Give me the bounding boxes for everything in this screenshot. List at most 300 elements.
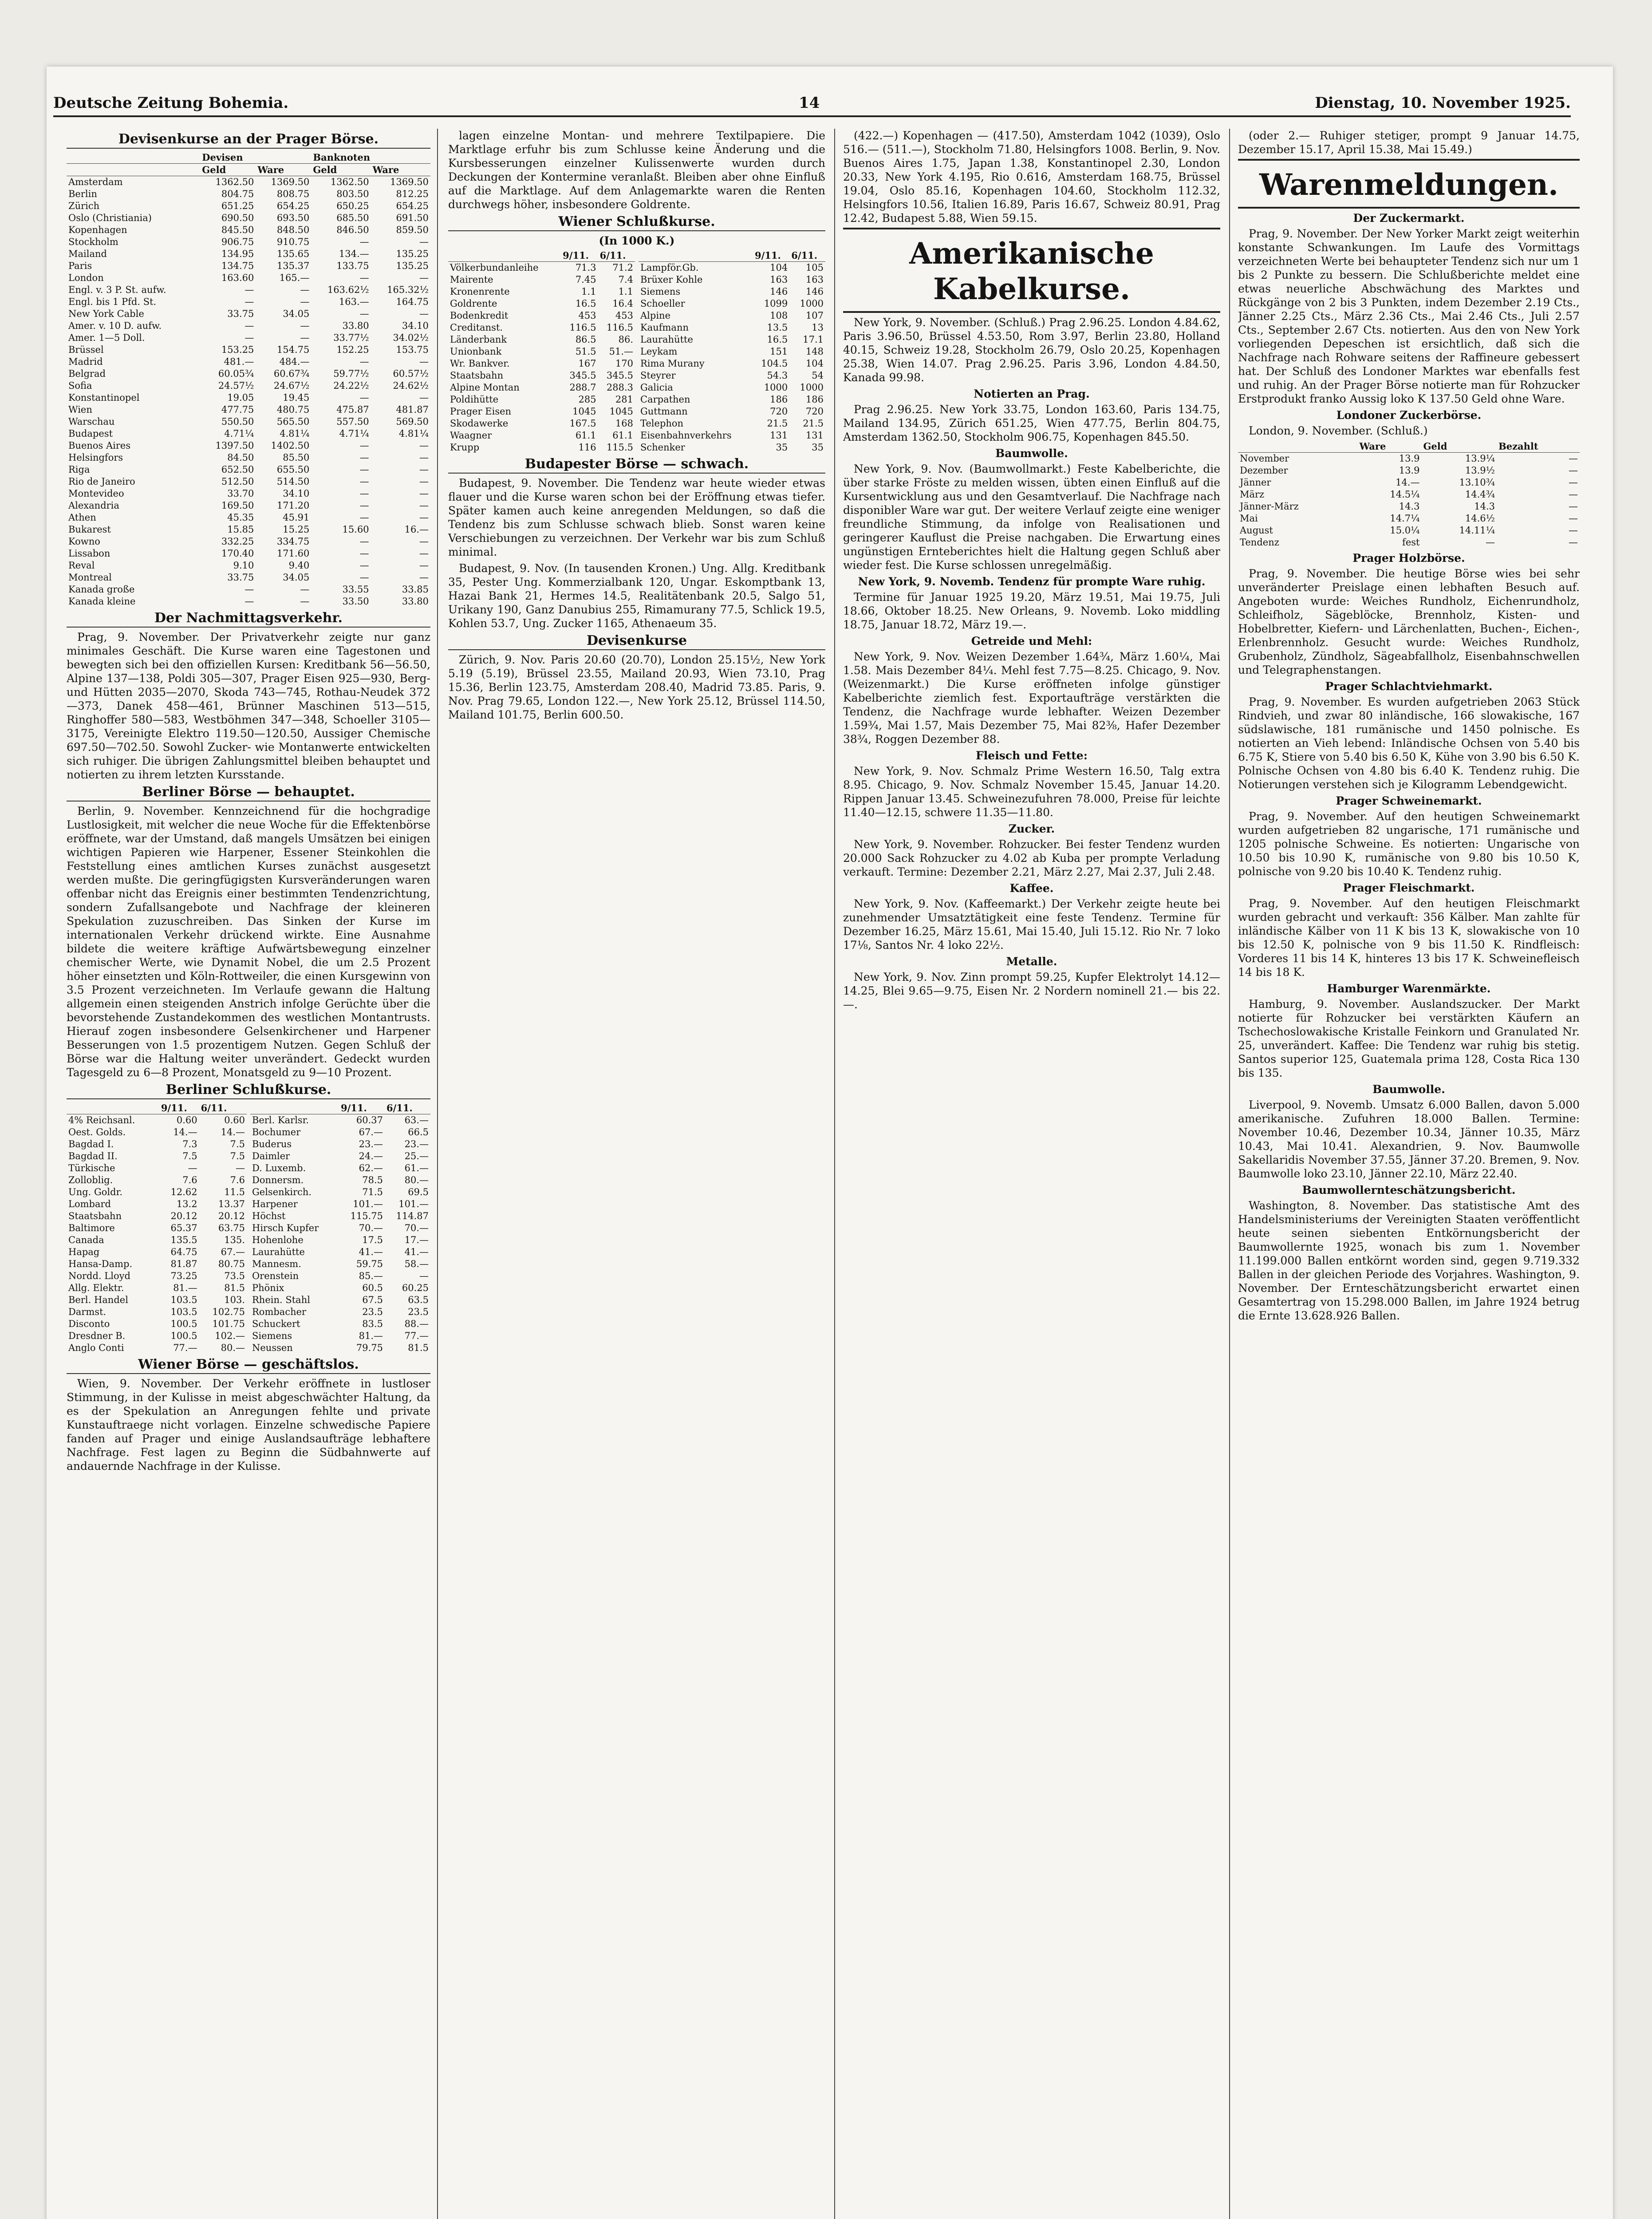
table-cell: 153.75 bbox=[396, 344, 429, 355]
table-cell: 1.1 bbox=[618, 286, 633, 297]
table-cell: 1099 bbox=[764, 298, 788, 309]
table-cell: 135.25 bbox=[396, 261, 429, 271]
table-row bbox=[639, 406, 825, 418]
table-cell: — bbox=[359, 476, 369, 487]
table-row bbox=[67, 1258, 247, 1270]
table-cell: — bbox=[300, 584, 310, 595]
table-cell: 101.— bbox=[353, 1199, 383, 1209]
table-cell: 80.— bbox=[404, 1175, 429, 1185]
table-row bbox=[67, 1114, 247, 1127]
article-text: New York, 9. Nov. Zinn prompt 59.25, Kupfer Elektrolyt 14.12—14.25, Blei 9.65—9.75, Eisen Nr. 2 Nordern nominell 21.— bis 22.—. bbox=[843, 971, 1220, 1011]
table-cell: — bbox=[419, 356, 429, 367]
row-label: Rhein. Stahl bbox=[252, 1295, 310, 1305]
column-header: Geld bbox=[1421, 440, 1497, 453]
table-cell: — bbox=[359, 548, 369, 559]
row-label: Orenstein bbox=[252, 1271, 299, 1281]
table-cell: 34.10 bbox=[283, 488, 310, 499]
article-text: Budapest, 9. Nov. (In tausenden Kronen.) Ung. Allg. Kreditbank 35, Pester Ung. Kommerzialbank 120, Ungar. Eskomptbank 13, Hazai Bank 21, Hermes 14.5, Realitätenbank 20.5, Salgo 51, Urikany 190, Ganz Danubius 255, Rimamurany 77.5, Schlick 19.5, Kohlen 53.7, Ung. Zucker 1165, Athenaeum 35. bbox=[448, 562, 825, 630]
table-row bbox=[1238, 489, 1580, 501]
row-label: Bagdad II. bbox=[68, 1151, 118, 1161]
table-cell: 69.5 bbox=[408, 1187, 429, 1197]
table-cell: — bbox=[359, 452, 369, 463]
table-row bbox=[639, 274, 825, 286]
table-row bbox=[67, 356, 430, 368]
table-row bbox=[250, 1318, 430, 1330]
column-header: 6/11. bbox=[598, 249, 635, 262]
table-cell: 83.5 bbox=[362, 1319, 383, 1329]
table-cell: 152.25 bbox=[336, 344, 369, 355]
table-cell: 65.37 bbox=[170, 1223, 197, 1233]
table-cell: 345.5 bbox=[606, 370, 633, 381]
column-header bbox=[67, 164, 200, 176]
table-cell: 102.— bbox=[215, 1331, 245, 1341]
column-group-header: Banknoten bbox=[311, 151, 430, 164]
table-cell: 13.2 bbox=[176, 1199, 197, 1209]
table-row bbox=[1238, 465, 1580, 477]
table-cell: 20.12 bbox=[218, 1211, 245, 1221]
table-row bbox=[250, 1282, 430, 1294]
row-label: Alpine bbox=[640, 310, 670, 321]
article-text: New York, 9. Nov. Schmalz Prime Western 16.50, Talg extra 8.95. Chicago, 9. Nov. Schmalz November 15.45, Januar 14.20. Rippen Januar 13.45. Schweinezufuhren 78.000, Preise für leichte 11.40—12.15, schwere 11.35—11.80. bbox=[843, 765, 1220, 819]
column-header: 9/11. bbox=[159, 1102, 199, 1114]
column-header: 6/11. bbox=[199, 1102, 247, 1114]
table-cell: 165.— bbox=[279, 272, 310, 283]
article-text: Prag, 9. November. Es wurden aufgetrieben 2063 Stück Rindvieh, und zwar 80 inländische, 166 slowakische, 167 südslawische, 181 rumänische und 1450 polnische. Es notierten an Vieh lebend: Inländische Ochsen von 5.40 bis 6.75 K, Stiere von 5.40 bis 6.50 K, Kühe von 3.90 bis 6.50 K. Polnische Ochsen von 4.80 bis 6.40 K. Tendenz ruhig. Die Notierungen verstehen sich je Kilogramm Lebendgewicht. bbox=[1238, 695, 1580, 791]
article-text: New York, 9. November. (Schluß.) Prag 2.96.25. London 4.84.62, Paris 3.96.50, Brüssel 4.53.50, Rom 3.97, Berlin 23.80, Holland 40.15, Schweiz 19.28, Stockholm 26.79, Oslo 20.25, Kopenhagen 25.38, Wien 14.07. Prag 2.96.25. Paris 3.96, London 4.84.50, Kanada 99.98. bbox=[843, 316, 1220, 384]
table-cell: 19.45 bbox=[283, 392, 310, 403]
table-cell: 13.9 bbox=[1399, 453, 1420, 464]
table-row bbox=[67, 1234, 247, 1246]
section-subheading: Hamburger Warenmärkte. bbox=[1327, 982, 1491, 995]
row-label: Dresdner B. bbox=[68, 1331, 126, 1341]
table-cell: — bbox=[359, 488, 369, 499]
table-cell: — bbox=[244, 296, 254, 307]
table-cell: 13.9 bbox=[1399, 465, 1420, 476]
table-cell: — bbox=[236, 1163, 245, 1173]
row-label: London bbox=[68, 272, 104, 283]
table-cell: 14.3 bbox=[1399, 501, 1420, 512]
table-row bbox=[67, 440, 430, 452]
table-cell: 1000 bbox=[800, 382, 824, 393]
table-row bbox=[639, 370, 825, 382]
article-text: Prag, 9. November. Auf den heutigen Fleischmarkt wurden gebracht und verkauft: 356 Kälber. Man zahlte für inländische Kälber von 11 K bis 13 K, slowakische von 10 bis 12.50 K, polnische von 9 bis 11.50 K. Rindfleisch: Vorderes 11 bis 14 K, hinteres 13 bis 17 K. Schweinefleisch 14 bis 18 K. bbox=[1238, 897, 1580, 979]
table-cell: 13.37 bbox=[218, 1199, 245, 1209]
table-cell: 480.75 bbox=[276, 404, 310, 415]
table-cell: 16.4 bbox=[612, 298, 633, 309]
column-header: 6/11. bbox=[789, 249, 825, 262]
table-cell: 16.— bbox=[404, 524, 429, 535]
table-cell: 167.5 bbox=[569, 418, 596, 429]
row-label: Guttmann bbox=[640, 406, 688, 417]
row-label: Berl. Handel bbox=[68, 1295, 128, 1305]
row-label: Staatsbahn bbox=[450, 370, 504, 381]
table-cell: 288.3 bbox=[606, 382, 633, 393]
berlin-close-table-right bbox=[250, 1102, 430, 1354]
table-cell: 78.5 bbox=[362, 1175, 383, 1185]
row-label: Poldihütte bbox=[450, 394, 499, 405]
column-4 bbox=[1238, 129, 1580, 2219]
table-cell: — bbox=[359, 356, 369, 367]
row-label: Carpathen bbox=[640, 394, 690, 405]
table-cell: 1362.50 bbox=[215, 177, 254, 187]
row-label: Galicia bbox=[640, 382, 673, 393]
table-row bbox=[67, 1294, 247, 1306]
table-cell: 33.70 bbox=[227, 488, 254, 499]
table-cell: — bbox=[300, 284, 310, 295]
table-cell: 153.25 bbox=[221, 344, 254, 355]
table-cell: 7.6 bbox=[230, 1175, 245, 1185]
table-row bbox=[639, 430, 825, 442]
table-row bbox=[448, 406, 635, 418]
table-row bbox=[250, 1198, 430, 1210]
article-text: New York, 9. Nov. (Baumwollmarkt.) Feste Kabelberichte, die über starke Fröste zu melden wissen, übten einen Einfluß auf die Kursentwicklung aus und den Gesamtverlauf. Die Nachfrage nach disponibler Ware war gut. Der weitere Verlauf zeigte eine weniger freundliche Stimmung, da infolge von Realisationen und geringerer Kauflust die Preise nachgaben. Die Erwartung eines ungünstigen Ernteberichtes hielt die Haltung gegen Schluß aber wieder fest. Die Kurse schlossen unregelmäßig. bbox=[843, 462, 1220, 572]
table-cell: 690.50 bbox=[221, 213, 254, 223]
row-label: Montreal bbox=[68, 572, 112, 583]
row-label: Buderus bbox=[252, 1139, 292, 1149]
table-cell: — bbox=[419, 440, 429, 451]
table-row bbox=[67, 296, 430, 308]
table-cell: 281 bbox=[615, 394, 633, 405]
table-row bbox=[448, 370, 635, 382]
row-label: Anglo Conti bbox=[68, 1342, 124, 1353]
table-cell: 103.5 bbox=[170, 1295, 197, 1305]
table-cell: 332.25 bbox=[221, 536, 254, 547]
table-cell: — bbox=[1569, 513, 1578, 524]
table-row bbox=[448, 322, 635, 334]
table-row bbox=[67, 1306, 247, 1318]
section-subheading: Prager Holzbörse. bbox=[1352, 552, 1465, 565]
table-cell: 720 bbox=[770, 406, 788, 417]
column-header bbox=[448, 249, 561, 262]
table-row bbox=[639, 322, 825, 334]
column-1 bbox=[67, 129, 430, 2219]
table-row bbox=[1238, 501, 1580, 513]
table-row bbox=[67, 1186, 247, 1198]
row-label: Alpine Montan bbox=[450, 382, 520, 393]
table-cell: — bbox=[419, 512, 429, 523]
table-cell: — bbox=[359, 237, 369, 247]
table-row bbox=[67, 368, 430, 380]
table-cell: 9.10 bbox=[233, 560, 254, 571]
table-row bbox=[639, 334, 825, 346]
table-row bbox=[67, 500, 430, 512]
table-row bbox=[639, 310, 825, 322]
table-cell: 171.60 bbox=[276, 548, 310, 559]
section-heading: Devisenkurse an der Prager Börse. bbox=[67, 132, 430, 149]
section-subheading: Baumwollernteschätzungsbericht. bbox=[1302, 1184, 1516, 1196]
row-label: Creditanst. bbox=[450, 322, 503, 333]
table-cell: 24.57½ bbox=[218, 380, 254, 391]
row-label: Donnersm. bbox=[252, 1175, 304, 1185]
table-row bbox=[250, 1126, 430, 1138]
table-cell: 846.50 bbox=[336, 225, 369, 235]
row-label: November bbox=[1240, 453, 1289, 464]
table-cell: 114.87 bbox=[396, 1211, 429, 1221]
table-cell: 1000 bbox=[800, 298, 824, 309]
table-cell: 13 bbox=[812, 322, 824, 333]
table-cell: — bbox=[359, 536, 369, 547]
table-cell: 15.85 bbox=[227, 524, 254, 535]
table-cell: — bbox=[359, 392, 369, 403]
table-cell: 14.5¼ bbox=[1390, 489, 1420, 500]
table-cell: 102.75 bbox=[212, 1307, 245, 1317]
table-row bbox=[250, 1258, 430, 1270]
table-cell: 514.50 bbox=[276, 476, 310, 487]
row-label: Hirsch Kupfer bbox=[252, 1223, 319, 1233]
row-label: Berlin bbox=[68, 189, 97, 199]
table-cell: — bbox=[300, 596, 310, 607]
column-3 bbox=[843, 129, 1220, 2219]
table-row bbox=[448, 334, 635, 346]
table-cell: — bbox=[244, 332, 254, 343]
article-text: (422.—) Kopenhagen — (417.50), Amsterdam 1042 (1039), Oslo 516.— (511.—), Stockholm 71.80, Helsingfors 1008. Berlin, 9. Nov. Buenos Aires 1.75, Japan 1.38, Konstantinopel 2.30, London 20.33, New York 4.195, Rio 0.616, Amsterdam 168.75, Brüssel 19.04, Oslo 85.16, Kopenhagen 104.60, Stockholm 112.32, Helsingfors 10.56, Italien 16.89, Paris 16.67, Schweiz 80.91, Prag 12.42, Budapest 5.88, Wien 59.15. bbox=[843, 129, 1220, 225]
table-cell: 33.77½ bbox=[333, 332, 369, 343]
table-cell: — bbox=[419, 536, 429, 547]
table-cell: 23.— bbox=[359, 1139, 383, 1149]
table-cell: — bbox=[419, 237, 429, 247]
section-subheading: Notierten an Prag. bbox=[974, 387, 1090, 400]
table-cell: 164.75 bbox=[396, 296, 429, 307]
berlin-close-table-left bbox=[67, 1102, 247, 1354]
table-cell: — bbox=[1569, 537, 1578, 548]
table-cell: 7.5 bbox=[230, 1139, 245, 1149]
table-cell: 16.5 bbox=[575, 298, 596, 309]
table-cell: 63.75 bbox=[218, 1223, 245, 1233]
row-label: Länderbank bbox=[450, 334, 507, 345]
table-cell: 14.6½ bbox=[1465, 513, 1495, 524]
table-cell: 63.— bbox=[404, 1115, 429, 1125]
table-cell: 60.37 bbox=[356, 1115, 383, 1125]
table-row bbox=[67, 344, 430, 356]
table-cell: 569.50 bbox=[396, 416, 429, 427]
table-cell: 1369.50 bbox=[271, 177, 310, 187]
column-rule bbox=[437, 129, 438, 2219]
row-label: Kanada kleine bbox=[68, 596, 136, 607]
table-cell: 481.87 bbox=[396, 404, 429, 415]
table-cell: 59.77½ bbox=[333, 368, 369, 379]
table-cell: — bbox=[419, 476, 429, 487]
section-subheading: Fleisch und Fette: bbox=[976, 749, 1088, 762]
table-cell: — bbox=[1569, 453, 1578, 464]
row-label: Laurahütte bbox=[640, 334, 693, 345]
table-row bbox=[67, 212, 430, 224]
table-cell: 67.5 bbox=[362, 1295, 383, 1305]
table-cell: 88.— bbox=[404, 1319, 429, 1329]
table-cell: 163.60 bbox=[221, 272, 254, 283]
table-cell: — bbox=[244, 284, 254, 295]
table-row bbox=[448, 394, 635, 406]
article-text: London, 9. November. (Schluß.) bbox=[1249, 424, 1428, 437]
table-cell: 41.— bbox=[359, 1247, 383, 1257]
table-cell: — bbox=[188, 1163, 197, 1173]
table-row bbox=[250, 1246, 430, 1258]
table-cell: 25.— bbox=[404, 1151, 429, 1161]
table-row bbox=[1238, 453, 1580, 465]
article-text: Hamburg, 9. November. Auslandszucker. Der Markt notierte für Rohzucker bei verstärkten Käufern an Tschechoslowakische Kristalle Feinkorn und Granulated Nr. 25, unverändert. Kaffee: Die Tendenz war ruhig bis stetig. Santos superior 125, Guatemala prima 128, Costa Rica 130 bis 135. bbox=[1238, 998, 1580, 1079]
row-label: Siemens bbox=[252, 1331, 292, 1341]
table-row bbox=[67, 1222, 247, 1234]
table-row bbox=[67, 248, 430, 260]
row-label: Siemens bbox=[640, 286, 681, 297]
row-label: Reval bbox=[68, 560, 95, 571]
table-cell: 33.75 bbox=[227, 572, 254, 583]
table-cell: 134.75 bbox=[221, 261, 254, 271]
table-row bbox=[67, 488, 430, 500]
major-heading: Amerikanische Kabelkurse. bbox=[909, 236, 1154, 306]
table-row bbox=[639, 346, 825, 358]
table-row bbox=[67, 452, 430, 464]
row-label: Zolloblig. bbox=[68, 1175, 113, 1185]
table-row bbox=[67, 284, 430, 296]
table-cell: 104.5 bbox=[761, 358, 788, 369]
table-cell: 17.— bbox=[404, 1235, 429, 1245]
column-header: Ware bbox=[371, 164, 430, 176]
table-cell: 70.— bbox=[359, 1223, 383, 1233]
table-row bbox=[67, 596, 430, 608]
table-row bbox=[250, 1222, 430, 1234]
table-cell: 845.50 bbox=[221, 225, 254, 235]
section-subheading: Zucker. bbox=[1008, 822, 1055, 835]
table-cell: 135.25 bbox=[396, 249, 429, 259]
table-cell: 86. bbox=[618, 334, 633, 345]
row-label: Madrid bbox=[68, 356, 103, 367]
row-label: Lampför.Gb. bbox=[640, 262, 699, 273]
table-row bbox=[67, 1330, 247, 1342]
table-row bbox=[448, 310, 635, 322]
table-cell: 61.1 bbox=[575, 430, 596, 441]
table-cell: 107 bbox=[805, 310, 824, 321]
article-text: lagen einzelne Montan- und mehrere Textilpapiere. Die Marktlage erfuhr bis zum Schlusse keine Änderung und die Kursbesserungen einzelner Kulissenwerte wurden durch Deckungen der Kontermine veranlaßt. Bleiben aber ohne Einfluß auf die Marktlage. Auf dem Anlagemarkte waren die Renten durchwegs höher, insbesondere Goldrente. bbox=[448, 129, 825, 211]
table-row bbox=[67, 416, 430, 428]
article-text: (oder 2.— Ruhiger stetiger, prompt 9 Januar 14.75, Dezember 15.17, April 15.38, Mai 15.49.) bbox=[1238, 129, 1580, 156]
row-label: Bochumer bbox=[252, 1127, 301, 1137]
table-row bbox=[448, 298, 635, 310]
table-cell: 0.60 bbox=[224, 1115, 245, 1125]
table-cell: 34.05 bbox=[283, 572, 310, 583]
table-row bbox=[67, 272, 430, 284]
table-row bbox=[67, 1282, 247, 1294]
row-label: Steyrer bbox=[640, 370, 676, 381]
article-text: Budapest, 9. November. Die Tendenz war heute wieder etwas flauer und die Kurse waren schon bei der Eröffnung etwas tiefer. Später kamen auch keine anregenden Meldungen, so daß die Tendenz bis zum Schlusse schwach blieb. Sonst waren keine Verschiebungen zu verzeichnen. Der Verkehr war bis zum Schluß minimal. bbox=[448, 477, 825, 558]
article-text: Washington, 8. November. Das statistische Amt des Handelsministeriums der Vereinigten Staaten veröffentlicht heute seinen siebenten Entkörnungsbericht der Baumwollernte 1925, wonach bis zum 1. November 11.199.000 Ballen entkörnt worden sind, gegen 9.719.332 Ballen in der gleichen Periode des Vorjahres. Washington, 9. November. Der Ernteschätzungsbericht erwartet einen Gesamtertrag von 15.298.000 Ballen, im Jahre 1924 betrug die Ernte 13.628.926 Ballen. bbox=[1238, 1199, 1580, 1322]
table-cell: 108 bbox=[770, 310, 788, 321]
row-label: Kronenrente bbox=[450, 286, 510, 297]
london-sugar-table bbox=[1238, 440, 1580, 549]
table-cell: 104 bbox=[770, 262, 788, 273]
row-label: Engl. v. 3 P. St. aufw. bbox=[68, 284, 166, 295]
table-cell: 105 bbox=[805, 262, 824, 273]
table-cell: 34.10 bbox=[402, 320, 429, 331]
table-row bbox=[67, 536, 430, 548]
row-label: Montevideo bbox=[68, 488, 124, 499]
row-label: Leykam bbox=[640, 346, 678, 357]
table-cell: 116.5 bbox=[606, 322, 633, 333]
row-label: Telephon bbox=[640, 418, 684, 429]
row-label: Harpener bbox=[252, 1199, 298, 1209]
row-label: Buenos Aires bbox=[68, 440, 131, 451]
table-cell: 512.50 bbox=[221, 476, 254, 487]
row-label: Brüxer Kohle bbox=[640, 274, 703, 285]
table-cell: 33.55 bbox=[342, 584, 369, 595]
row-label: Krupp bbox=[450, 442, 480, 453]
table-cell: 135.37 bbox=[276, 261, 310, 271]
table-cell: 60.25 bbox=[402, 1283, 429, 1293]
table-cell: 14.11¼ bbox=[1459, 525, 1495, 536]
masthead bbox=[53, 84, 1571, 117]
table-cell: 24.22½ bbox=[333, 380, 369, 391]
major-heading: Warenmeldungen. bbox=[1259, 167, 1559, 202]
row-label: Belgrad bbox=[68, 368, 106, 379]
table-cell: 115.75 bbox=[350, 1211, 383, 1221]
table-cell: 17.1 bbox=[803, 334, 824, 345]
table-cell: — bbox=[359, 572, 369, 583]
table-row bbox=[448, 358, 635, 370]
row-label: August bbox=[1240, 525, 1273, 536]
table-cell: 71.3 bbox=[575, 262, 596, 273]
table-cell: 51.— bbox=[609, 346, 633, 357]
table-cell: 60.05¾ bbox=[218, 368, 254, 379]
table-row bbox=[67, 1270, 247, 1282]
table-cell: — bbox=[419, 548, 429, 559]
table-cell: — bbox=[419, 488, 429, 499]
table-cell: 135. bbox=[224, 1235, 245, 1245]
table-cell: 135.65 bbox=[276, 249, 310, 259]
table-row bbox=[448, 274, 635, 286]
table-cell: — bbox=[1569, 477, 1578, 488]
row-label: Canada bbox=[68, 1235, 104, 1245]
table-cell: 33.50 bbox=[342, 596, 369, 607]
column-rule bbox=[834, 129, 835, 2219]
table-cell: — bbox=[1569, 489, 1578, 500]
section-heading: Devisenkurse bbox=[448, 634, 825, 650]
column-header: 9/11. bbox=[561, 249, 598, 262]
section-subheading: Baumwolle. bbox=[1372, 1083, 1445, 1096]
table-row bbox=[1238, 477, 1580, 489]
table-row bbox=[448, 430, 635, 442]
table-cell: — bbox=[1569, 525, 1578, 536]
table-cell: 1000 bbox=[764, 382, 788, 393]
table-cell: 61.— bbox=[404, 1163, 429, 1173]
column-header: Ware bbox=[256, 164, 311, 176]
vienna-close-table-right bbox=[639, 249, 825, 454]
row-label: Laurahütte bbox=[252, 1247, 305, 1257]
table-row bbox=[448, 442, 635, 454]
table-cell: 4.81¼ bbox=[280, 428, 310, 439]
article-text: New York, 9. November. Rohzucker. Bei fester Tendenz wurden 20.000 Sack Rohzucker zu 4.02 ab Kuba per prompte Verladung verkauft. Termine: Dezember 2.21, März 2.27, Mai 2.37, Juli 2.48. bbox=[843, 838, 1220, 878]
table-cell: 34.02½ bbox=[393, 332, 429, 343]
table-cell: 115.5 bbox=[606, 442, 633, 453]
section-subheading: Prager Schlachtviehmarkt. bbox=[1325, 680, 1493, 693]
table-row bbox=[67, 200, 430, 212]
table-row bbox=[250, 1306, 430, 1318]
table-cell: 655.50 bbox=[276, 464, 310, 475]
table-row bbox=[67, 1162, 247, 1174]
table-cell: — bbox=[359, 272, 369, 283]
row-label: Rima Murany bbox=[640, 358, 705, 369]
table-cell: 17.5 bbox=[362, 1235, 383, 1245]
table-cell: 16.5 bbox=[767, 334, 788, 345]
table-cell: 41.— bbox=[404, 1247, 429, 1257]
table-cell: 101.— bbox=[398, 1199, 429, 1209]
table-row bbox=[67, 320, 430, 332]
table-row bbox=[67, 260, 430, 272]
column-header bbox=[639, 249, 753, 262]
table-row bbox=[250, 1186, 430, 1198]
table-cell: 691.50 bbox=[396, 213, 429, 223]
section-heading: Der Nachmittagsverkehr. bbox=[67, 611, 430, 628]
table-cell: 85.50 bbox=[283, 452, 310, 463]
table-cell: 720 bbox=[805, 406, 824, 417]
